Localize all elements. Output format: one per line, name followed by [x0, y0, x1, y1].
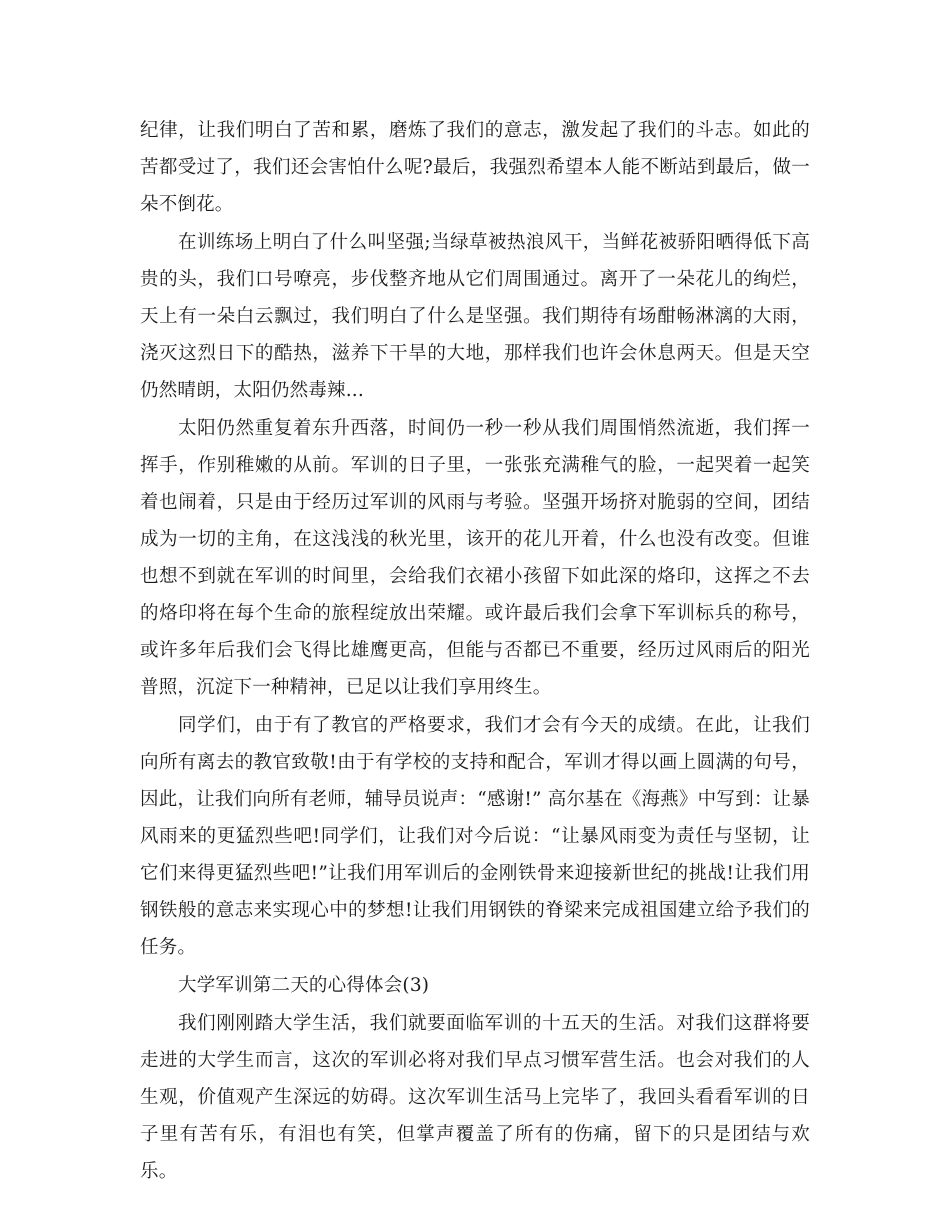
paragraph-3: 太阳仍然重复着东升西落，时间仍一秒一秒从我们周围悄然流逝，我们挥一挥手，作别稚嫩的从前。军训的日子里，一张张充满稚气的脸，一起哭着一起笑着也闹着，只是由于经历过军训的风雨与考验。坚强开场挤对脆弱的空间，团结成为一切的主角，在这浅浅的秋光里，该开的花儿开着，什么也没有改变。但谁也想不到就在军训的时间里，会给我们衣裙小孩留下如此深的烙印，这挥之不去的烙印将在每个生命的旅程绽放出荣耀。或许最后我们会拿下军训标兵的称号，或许多年后我们会飞得比雄鹰更高，但能与否都已不重要，经历过风雨后的阳光普照，沉淀下一种精神，已足以让我们享用终生。: [140, 418, 810, 698]
document-body: [140, 112, 810, 1190]
paragraph-5: 我们刚刚踏大学生活，我们就要面临军训的十五天的生活。对我们这群将要走进的大学生而言，这次的军训必将对我们早点习惯军营生活。也会对我们的人生观，价值观产生深远的妨碍。这次军训生活马上完毕了，我回头看看军训的日子里有苦有乐，有泪也有笑，但掌声覆盖了所有的伤痛，留下的只是团结与欢乐。: [140, 1013, 810, 1182]
paragraph-2: 在训练场上明白了什么叫坚强;当绿草被热浪风干，当鲜花被骄阳晒得低下高贵的头，我们口号嘹亮，步伐整齐地从它们周围通过。离开了一朵花儿的绚烂，天上有一朵白云飘过，我们明白了什么是坚强。我们期待有场酣畅淋漓的大雨，浇灭这烈日下的酷热，滋养下干旱的大地，那样我们也许会休息两天。但是天空仍然晴朗，太阳仍然毒辣...: [140, 232, 810, 401]
section-heading: 大学军训第二天的心得体会(3): [178, 975, 430, 996]
paragraph-1: 纪律，让我们明白了苦和累，磨炼了我们的意志，激发起了我们的斗志。如此的苦都受过了，我们还会害怕什么呢?最后，我强烈希望本人能不断站到最后，做一朵不倒花。: [140, 120, 810, 215]
paragraph-4: 同学们，由于有了教官的严格要求，我们才会有今天的成绩。在此，让我们向所有离去的教官致敬!由于有学校的支持和配合，军训才得以画上圆满的句号，因此，让我们向所有老师，辅导员说声：“感谢!” 高尔基在《海燕》中写到：让暴风雨来的更猛烈些吧!同学们，让我们对今后说：“让暴风雨变为责任与坚韧，让它们来得更猛烈些吧!”让我们用军训后的金刚铁骨来迎接新世纪的挑战!让我们用钢铁般的意志来实现心中的梦想!让我们用钢铁的脊梁来完成祖国建立给予我们的任务。: [140, 715, 810, 958]
